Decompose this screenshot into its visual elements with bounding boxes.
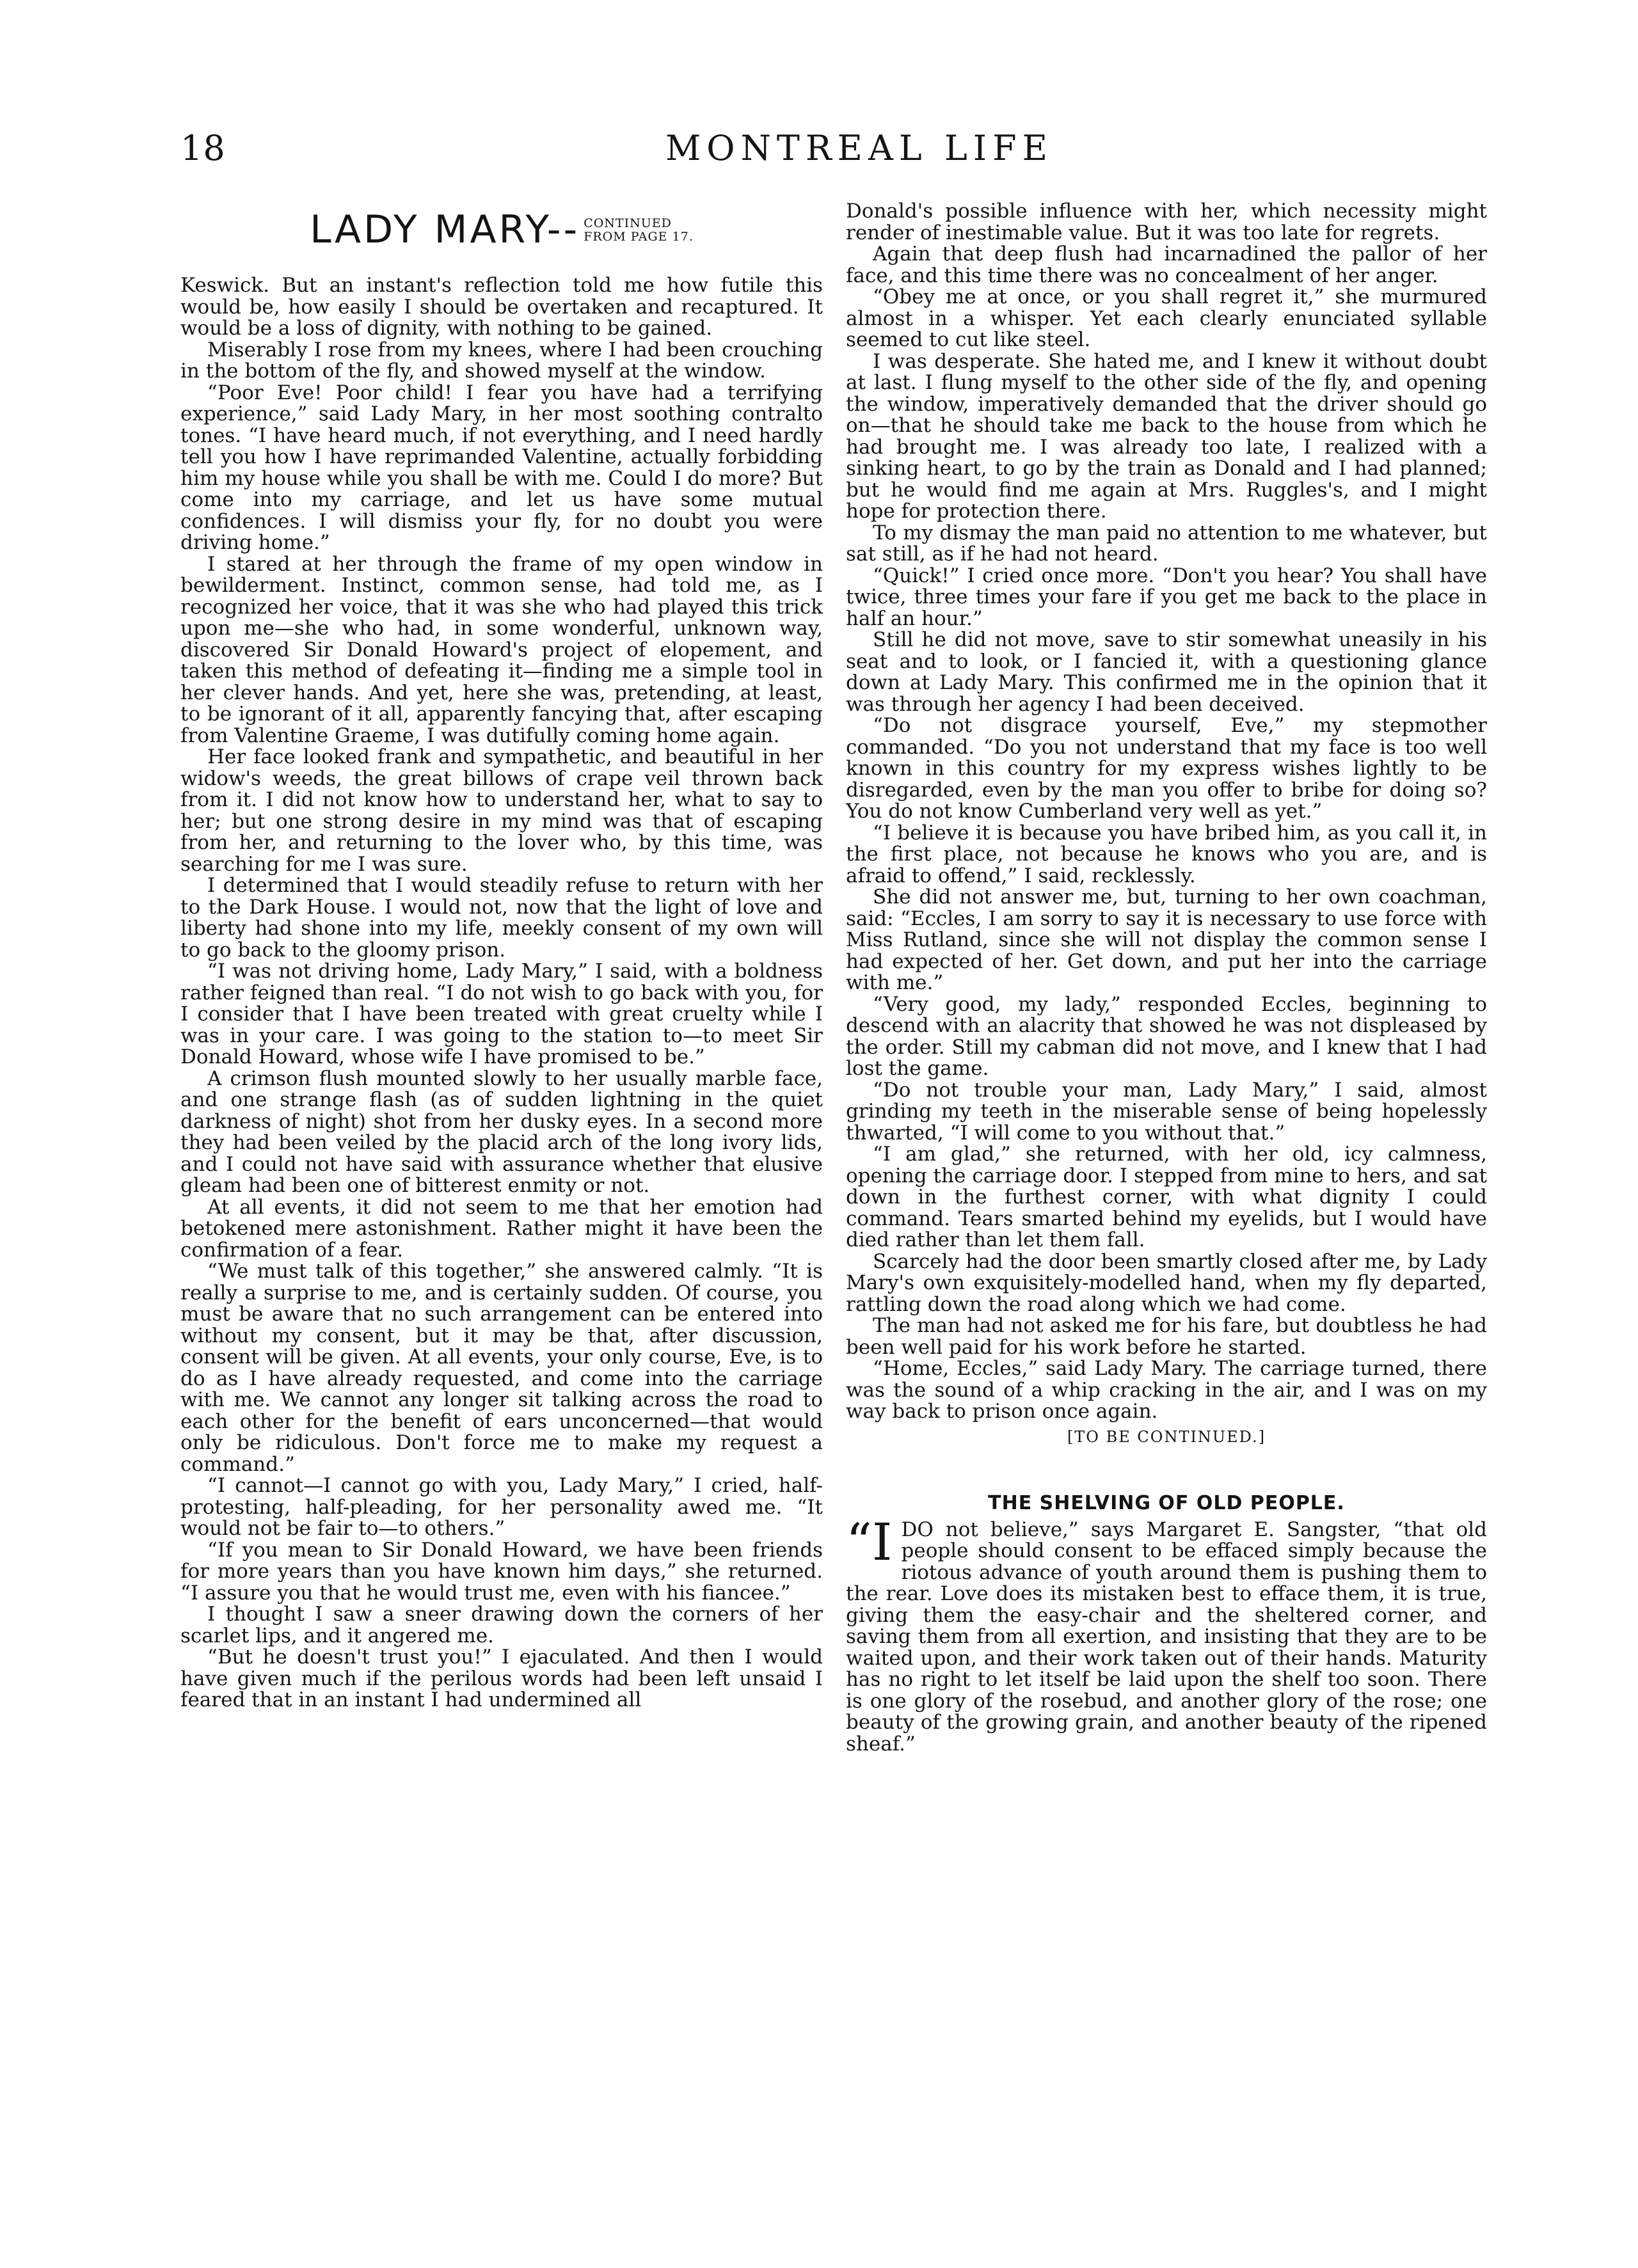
drop-cap-letter: I xyxy=(871,1512,893,1572)
story-paragraph: Still he did not move, save to stir somewhat uneasily in his seat and to look, or I fancied it, with a questioning glance down at Lady Mary. This confirmed me in the opinion that it was through her agency I had been deceived. xyxy=(846,628,1487,716)
to-be-continued-text: [TO BE CONTINUED.] xyxy=(1067,1427,1266,1446)
story-paragraph: She did not answer me, but, turning to her own coachman, said: “Eccles, I am sorry to say it is necessary to use force with Miss Rutland, since she will not display the common sense I had expected of her. Get down, and put her into the carriage with me.” xyxy=(846,885,1487,994)
story-paragraph: Her face looked frank and sympathetic, and beautiful in her widow's weeds, the great billows of crape veil thrown back from it. I did not know how to understand her, what to say to her; but one strong desire in my mind was that of escaping from her, and returning to the lover who, by this time, was searching for me I was sure. xyxy=(180,745,823,876)
running-head: MONTREAL LIFE xyxy=(665,128,1054,168)
continued-line: CONTINUED xyxy=(584,216,672,230)
story-paragraph: “We must talk of this together,” she answered calmly. “It is really a surprise to me, and is certainly sudden. Of course, you must be aware that no such arrangement can be entered into without my consent, but it may be that, after discussion, consent will be given. At all events, your only course, Eve, is to do as I have already requested, and come into the carriage with me. We cannot any longer sit talking across the road to each other for the benefit of ears unconcerned—that would only be ridiculous. Don't force me to make my request a command.” xyxy=(180,1260,823,1476)
story-paragraph: “Do not trouble your man, Lady Mary,” I said, almost grinding my teeth in the miserable sense of being hopelessly thwarted, “I will come to you without that.” xyxy=(846,1078,1487,1145)
story-paragraph: Again that deep flush had incarnadined the pallor of her face, and this time there was no concealment of her anger. xyxy=(846,242,1487,287)
story-paragraph: I determined that I would steadily refuse to return with her to the Dark House. I would not, now that the light of love and liberty had shone into my life, meekly consent of my own will to go back to the gloomy prison. xyxy=(180,874,823,962)
story-paragraph: “Poor Eve! Poor child! I fear you have had a terrifying experience,” said Lady Mary, in her most soothing contralto tones. “I have heard much, if not everything, and I need hardly tell you how I have reprimanded Valentine, actually forbidding him my house while you shall be with me. Could I do more? But come into my carriage, and let us have some mutual confidences. I will dismiss your fly, for no doubt you were driving home.” xyxy=(180,381,823,554)
drop-cap xyxy=(846,1512,893,1572)
story-paragraph: “Do not disgrace yourself, Eve,” my stepmother commanded. “Do you not understand that my face is too well known in this country for my express wishes lightly to be disregarded, even by the man you offer to bribe for doing so? You do not know Cumberland very well as yet.” xyxy=(846,714,1487,823)
story-paragraph: “If you mean to Sir Donald Howard, we have been friends for more years than you have known him days,” she returned. “I assure you that he would trust me, even with his fiancee.” xyxy=(180,1538,823,1605)
continued-note xyxy=(584,217,694,244)
story-paragraph: “Obey me at once, or you shall regret it,” she murmured almost in a whisper. Yet each clearly enunciated syllable seemed to cut like steel. xyxy=(846,285,1487,351)
opening-quote: “ xyxy=(846,1512,872,1572)
story-paragraph: “Very good, my lady,” responded Eccles, beginning to descend with an alacrity that showed he was not displeased by the order. Still my cabman did not move, and I knew that I had lost the game. xyxy=(846,992,1487,1080)
column-left xyxy=(180,201,823,1711)
column-right xyxy=(846,201,1487,1755)
essay-title: THE SHELVING OF OLD PEOPLE. xyxy=(988,1492,1345,1514)
story-paragraph: Miserably I rose from my knees, where I had been crouching in the bottom of the fly, and showed myself at the window. xyxy=(180,338,823,383)
to-be-continued-note xyxy=(846,1427,1487,1448)
story-paragraph: I was desperate. She hated me, and I knew it without doubt at last. I flung myself to the other side of the fly, and opening the window, imperatively demanded that the driver should go on—that he should take me back to the house from which he had brought me. I was already too late, I realized with a sinking heart, to go by the train as Donald and I had planned; but he would find me again at Mrs. Ruggles's, and I might hope for protection there. xyxy=(846,349,1487,523)
essay-text: DO not believe,” says Margaret E. Sangster, “that old people should consent to be effaced simply because the riotous advance of youth around them is pushing them to the rear. Love does its mistaken best to efface them, it is true, giving them the easy-chair and the sheltered corner, and saving them from all exertion, and insisting that they are to be waited upon, and their work taken out of their hands. Maturity has no right to let itself be laid upon the shelf too soon. There is one glory of the rosebud, and another glory of the rose; one beauty of the growing grain, and another beauty of the ripened sheaf.” xyxy=(846,1518,1487,1756)
story-paragraph: “I cannot—I cannot go with you, Lady Mary,” I cried, half-protesting, half-pleading, for her personality awed me. “It would not be fair to—to others.” xyxy=(180,1474,823,1540)
story-paragraph: Scarcely had the door been smartly closed after me, by Lady Mary's own exquisitely-modelled hand, when my fly departed, rattling down the road along which we had come. xyxy=(846,1249,1487,1316)
story-paragraph: A crimson flush mounted slowly to her usually marble face, and one strange flash (as of sudden lightning in the quiet darkness of night) shot from her dusky eyes. In a second more they had been veiled by the placid arch of the long ivory lids, and I could not have said with assurance whether that elusive gleam had been one of bitterest enmity or not. xyxy=(180,1067,823,1197)
story-paragraph: At all events, it did not seem to me that her emotion had betokened mere astonishment. Rather might it have been the confirmation of a fear. xyxy=(180,1195,823,1262)
article-title: LADY MARY-- xyxy=(310,207,580,253)
story-paragraph: To my dismay the man paid no attention to me whatever, but sat still, as if he had not heard. xyxy=(846,521,1487,566)
essay-paragraph xyxy=(846,1512,1487,1756)
story-paragraph: I thought I saw a sneer drawing down the corners of her scarlet lips, and it angered me. xyxy=(180,1603,823,1647)
story-paragraph: “I was not driving home, Lady Mary,” I said, with a boldness rather feigned than real. “I do not wish to go back with you, for I consider that I have been treated with great cruelty while I was in your care. I was going to the station to—to meet Sir Donald Howard, whose wife I have promised to be.” xyxy=(180,960,823,1068)
story-paragraph: Donald's possible influence with her, which necessity might render of inestimable value. But it was too late for regrets. xyxy=(846,200,1487,244)
story-paragraph: “Home, Eccles,” said Lady Mary. The carriage turned, there was the sound of a whip cracking in the air, and I was on my way back to prison once again. xyxy=(846,1357,1487,1423)
page-number: 18 xyxy=(180,128,226,168)
article-header xyxy=(180,201,823,260)
from-page-line: FROM PAGE 17. xyxy=(584,230,694,244)
story-paragraph: “I believe it is because you have bribed him, as you call it, in the first place, not because he knows who you are, and is afraid to offend,” I said, recklessly. xyxy=(846,821,1487,887)
story-paragraph: I stared at her through the frame of my open window in bewilderment. Instinct, common sense, had told me, as I recognized her voice, that it was she who had played this trick upon me—she who had, in some wonderful, unknown way, discovered Sir Donald Howard's project of elopement, and taken this method of defeating it—finding me a simple tool in her clever hands. And yet, here she was, pretending, at least, to be ignorant of it all, apparently fancying that, after escaping from Valentine Graeme, I was dutifully coming home again. xyxy=(180,552,823,747)
story-paragraph: “Quick!” I cried once more. “Don't you hear? You shall have twice, three times your fare if you get me back to the place in half an hour.” xyxy=(846,564,1487,630)
story-paragraph: “But he doesn't trust you!” I ejaculated. And then I would have given much if the perilous words had been left unsaid I feared that in an instant I had undermined all xyxy=(180,1645,823,1711)
story-paragraph: “I am glad,” she returned, with her old, icy calmness, opening the carriage door. I stepped from mine to hers, and sat down in the furthest corner, with what dignity I could command. Tears smarted behind my eyelids, but I would have died rather than let them fall. xyxy=(846,1143,1487,1251)
story-paragraph: Keswick. But an instant's reflection told me how futile this would be, how easily I should be overtaken and recaptured. It would be a loss of dignity, with nothing to be gained. xyxy=(180,274,823,340)
story-paragraph: The man had not asked me for his fare, but doubtless he had been well paid for his work before he started. xyxy=(846,1314,1487,1359)
